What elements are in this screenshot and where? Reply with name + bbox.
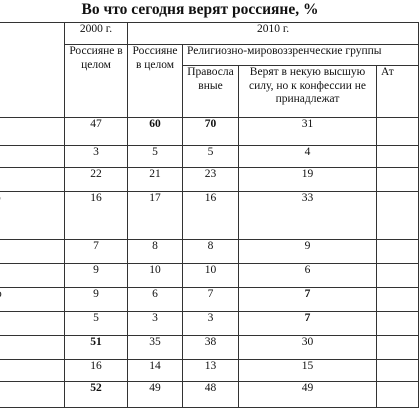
table-row xyxy=(0,288,419,312)
cell-higher: 31 xyxy=(239,118,377,146)
cell-other xyxy=(377,264,419,288)
cell-other xyxy=(377,168,419,192)
russians-total-2000-header: Россияне в целом xyxy=(65,45,128,118)
table-row xyxy=(0,312,419,336)
table-row xyxy=(0,192,419,240)
orthodox-header: Правосла вные xyxy=(183,66,239,118)
table-row xyxy=(0,360,419,382)
cell-higher: 4 xyxy=(239,146,377,168)
row-label xyxy=(0,146,65,168)
cell-other xyxy=(377,118,419,146)
cell-v2000: 5 xyxy=(65,312,128,336)
cell-orth: 23 xyxy=(183,168,239,192)
cell-other xyxy=(377,382,419,408)
cell-v2010: 10 xyxy=(128,264,183,288)
beliefs-table xyxy=(0,22,419,408)
next-group-header: Ат xyxy=(377,66,419,118)
cell-orth: 3 xyxy=(183,312,239,336)
cell-v2010: 49 xyxy=(128,382,183,408)
row-label xyxy=(0,192,65,240)
row-label xyxy=(0,168,65,192)
cell-higher: 7 xyxy=(239,288,377,312)
cell-orth: 16 xyxy=(183,192,239,240)
row-label xyxy=(0,312,65,336)
row-label xyxy=(0,382,65,408)
table-row xyxy=(0,168,419,192)
row-label xyxy=(0,288,65,312)
cell-orth: 13 xyxy=(183,360,239,382)
cell-other xyxy=(377,146,419,168)
cell-higher: 33 xyxy=(239,192,377,240)
cell-v2000: 51 xyxy=(65,336,128,360)
cell-orth: 7 xyxy=(183,288,239,312)
row-label xyxy=(0,118,65,146)
cell-higher: 6 xyxy=(239,264,377,288)
cell-v2010: 3 xyxy=(128,312,183,336)
cell-orth: 5 xyxy=(183,146,239,168)
religious-groups-header: Религиозно-мировоззренческие группы xyxy=(183,45,419,66)
table-row xyxy=(0,382,419,408)
russians-total-2010-header: Россияне в целом xyxy=(128,45,183,118)
cell-v2000: 16 xyxy=(65,360,128,382)
table-row xyxy=(0,146,419,168)
row-label-header xyxy=(0,23,65,118)
cell-v2010: 8 xyxy=(128,240,183,264)
cell-v2010: 17 xyxy=(128,192,183,240)
cell-v2000: 22 xyxy=(65,168,128,192)
cell-v2010: 21 xyxy=(128,168,183,192)
cell-v2010: 60 xyxy=(128,118,183,146)
table-row xyxy=(0,336,419,360)
cell-orth: 70 xyxy=(183,118,239,146)
cell-v2000: 3 xyxy=(65,146,128,168)
cell-v2010: 35 xyxy=(128,336,183,360)
page-title: Во что сегодня верят россияне, % xyxy=(81,1,319,18)
row-label xyxy=(0,264,65,288)
table-row xyxy=(0,264,419,288)
cell-v2000: 7 xyxy=(65,240,128,264)
cell-higher: 7 xyxy=(239,312,377,336)
cell-v2000: 9 xyxy=(65,264,128,288)
cell-other xyxy=(377,336,419,360)
cell-v2000: 47 xyxy=(65,118,128,146)
cell-orth: 10 xyxy=(183,264,239,288)
row-label xyxy=(0,360,65,382)
cell-higher: 15 xyxy=(239,360,377,382)
cell-v2010: 6 xyxy=(128,288,183,312)
cell-other xyxy=(377,360,419,382)
cell-v2000: 9 xyxy=(65,288,128,312)
cell-other xyxy=(377,312,419,336)
year-2010-header: 2010 г. xyxy=(128,23,419,45)
cell-v2000: 52 xyxy=(65,382,128,408)
row-label xyxy=(0,336,65,360)
higher-power-header: Верят в некую высшую силу, но к конфессии не принадлежат xyxy=(239,66,377,118)
cell-other xyxy=(377,192,419,240)
cell-orth: 38 xyxy=(183,336,239,360)
cell-v2010: 14 xyxy=(128,360,183,382)
year-2000-header: 2000 г. xyxy=(65,23,128,45)
table-viewport xyxy=(0,22,400,400)
cell-higher: 19 xyxy=(239,168,377,192)
table-row xyxy=(0,240,419,264)
cell-orth: 48 xyxy=(183,382,239,408)
cell-other xyxy=(377,288,419,312)
cell-orth: 8 xyxy=(183,240,239,264)
cell-v2000: 16 xyxy=(65,192,128,240)
cell-higher: 30 xyxy=(239,336,377,360)
cell-higher: 49 xyxy=(239,382,377,408)
cell-v2010: 5 xyxy=(128,146,183,168)
cell-higher: 9 xyxy=(239,240,377,264)
row-label xyxy=(0,240,65,264)
cell-other xyxy=(377,240,419,264)
table-row xyxy=(0,118,419,146)
